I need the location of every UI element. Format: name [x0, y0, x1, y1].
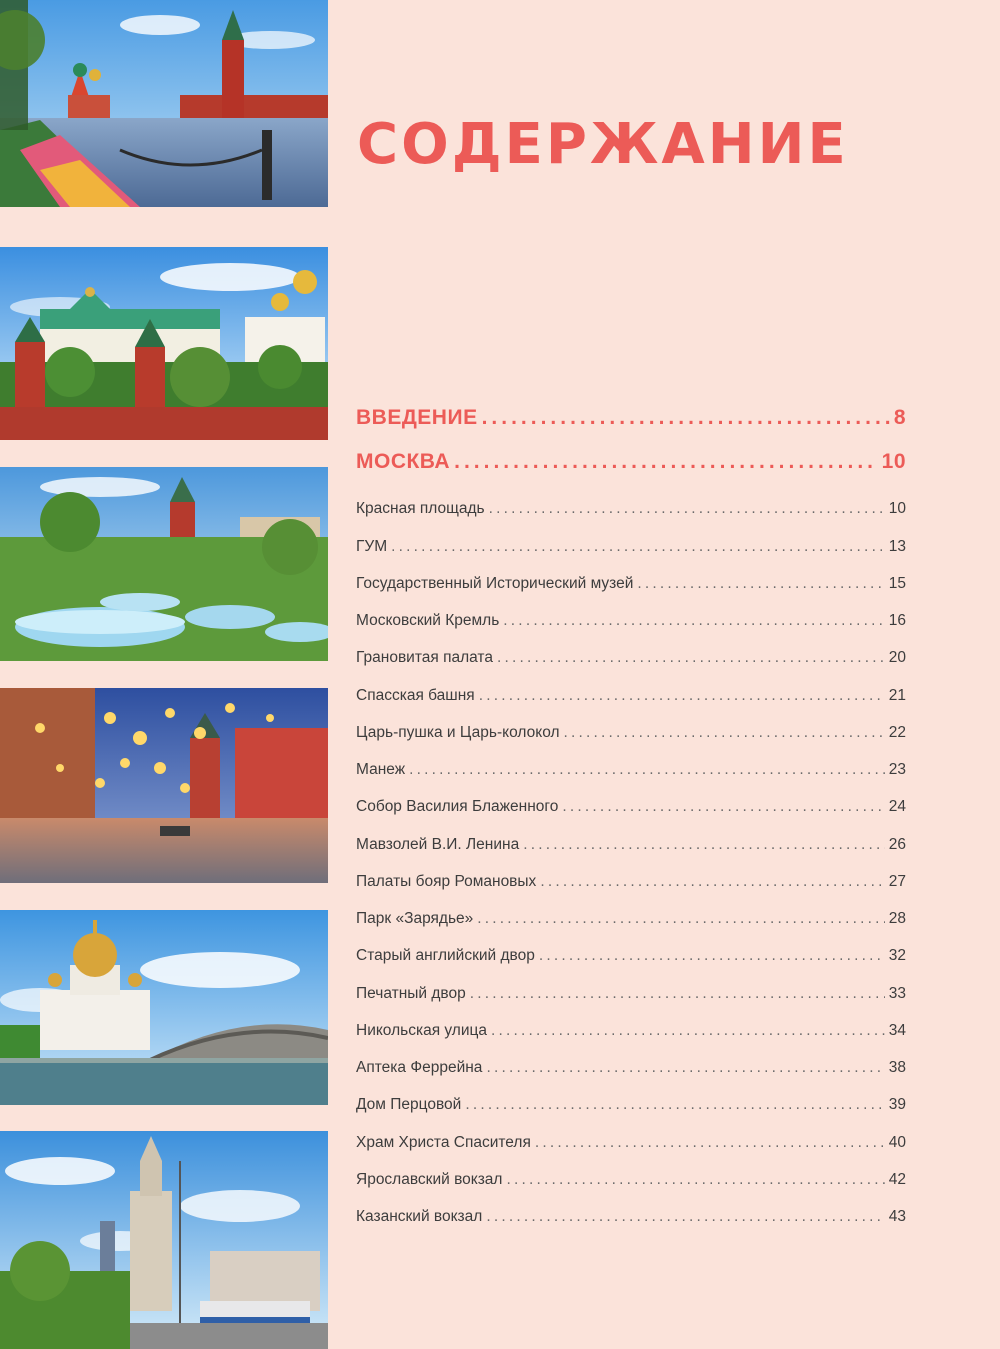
toc-item-page: 27: [888, 873, 906, 890]
zaryadye-park-photo: [0, 467, 328, 661]
toc-leader-dots: [503, 612, 884, 630]
toc-item: [356, 761, 906, 779]
toc-item-page: 15: [888, 575, 906, 592]
toc-item-label: Парк «Зарядье»: [356, 910, 474, 927]
toc-leader-dots: [477, 910, 884, 928]
toc-item: [356, 612, 906, 630]
toc-leader-dots: [479, 687, 885, 705]
toc-item-label: Старый английский двор: [356, 947, 535, 964]
toc-item: [356, 1022, 906, 1040]
page-title: СОДЕРЖАНИЕ: [357, 112, 849, 177]
toc-item: [356, 724, 906, 742]
toc-item: [356, 985, 906, 1003]
toc-item-label: Мавзолей В.И. Ленина: [356, 836, 520, 853]
toc-leader-dots: [637, 575, 884, 593]
festive-street-photo: [0, 688, 328, 883]
toc-item-label: Печатный двор: [356, 985, 466, 1002]
toc-item: [356, 1096, 906, 1114]
toc-item: [356, 1134, 906, 1152]
toc-item: [356, 687, 906, 705]
toc-item: [356, 500, 906, 518]
toc-item: [356, 649, 906, 667]
toc-leader-dots: [409, 761, 885, 779]
toc-leader-dots: [564, 724, 885, 742]
toc-leader-dots: [506, 1171, 884, 1189]
toc-item-page: 43: [888, 1208, 906, 1225]
toc-item: [356, 947, 906, 965]
photo-column: [0, 0, 328, 1349]
toc-item-page: 10: [888, 500, 906, 517]
toc-item: [356, 836, 906, 854]
red-square-photo: [0, 0, 328, 207]
toc-item-page: 32: [888, 947, 906, 964]
toc-item: [356, 1059, 906, 1077]
toc-item-label: Царь-пушка и Царь-колокол: [356, 724, 560, 741]
toc-item-label: Грановитая палата: [356, 649, 493, 666]
toc-item-page: 40: [888, 1134, 906, 1151]
toc-leader-dots: [539, 947, 885, 965]
toc-leader-dots: [482, 406, 890, 430]
toc-item: [356, 1171, 906, 1189]
leningradskaya-hotel-photo: [0, 1131, 328, 1349]
toc-section-label: ВВЕДЕНИЕ: [356, 406, 478, 429]
toc-section-moscow: [356, 450, 906, 474]
toc-item-label: Палаты бояр Романовых: [356, 873, 537, 890]
toc-section-introduction: [356, 406, 906, 430]
toc-leader-dots: [523, 836, 885, 854]
toc-leader-dots: [540, 873, 884, 891]
toc-item-label: Никольская улица: [356, 1022, 488, 1039]
toc-item-page: 28: [888, 910, 906, 927]
toc-section-page: 10: [881, 450, 906, 473]
toc-item-page: 38: [888, 1059, 906, 1076]
cathedral-christ-savior-photo: [0, 910, 328, 1105]
kremlin-palace-photo: [0, 247, 328, 440]
toc-item-page: 21: [888, 687, 906, 704]
toc-leader-dots: [470, 985, 885, 1003]
toc-item-label: Московский Кремль: [356, 612, 500, 629]
toc-leader-dots: [391, 538, 885, 556]
toc-item-label: Дом Перцовой: [356, 1096, 462, 1113]
toc-leader-dots: [465, 1096, 884, 1114]
toc-item-page: 33: [888, 985, 906, 1002]
toc-item-label: Ярославский вокзал: [356, 1171, 503, 1188]
toc-item-label: Спасская башня: [356, 687, 475, 704]
toc-item-label: Манеж: [356, 761, 406, 778]
toc-item: [356, 910, 906, 928]
toc-leader-dots: [562, 798, 884, 816]
toc-leader-dots: [486, 1208, 884, 1226]
toc-leader-dots: [486, 1059, 884, 1077]
toc-item-label: Собор Василия Блаженного: [356, 798, 559, 815]
toc-section-page: 8: [893, 406, 906, 429]
toc-item-label: Красная площадь: [356, 500, 485, 517]
toc-item-page: 16: [888, 612, 906, 629]
toc-item-page: 26: [888, 836, 906, 853]
toc-item-page: 23: [888, 761, 906, 778]
toc-item: [356, 1208, 906, 1226]
toc-item: [356, 798, 906, 816]
toc-leader-dots: [489, 500, 885, 518]
toc-item-label: Казанский вокзал: [356, 1208, 483, 1225]
toc-item-page: 22: [888, 724, 906, 741]
toc-item-label: ГУМ: [356, 538, 388, 555]
toc-item-label: Аптека Феррейна: [356, 1059, 483, 1076]
toc-item-label: Храм Христа Спасителя: [356, 1134, 531, 1151]
toc-item-label: Государственный Исторический музей: [356, 575, 634, 592]
toc-item-page: 20: [888, 649, 906, 666]
toc-leader-dots: [491, 1022, 885, 1040]
toc-item: [356, 575, 906, 593]
toc-leader-dots: [454, 450, 878, 474]
toc-leader-dots: [535, 1134, 885, 1152]
toc-item-page: 42: [888, 1171, 906, 1188]
toc-section-label: МОСКВА: [356, 450, 451, 473]
toc-leader-dots: [497, 649, 885, 667]
toc-item-page: 39: [888, 1096, 906, 1113]
toc-item-page: 34: [888, 1022, 906, 1039]
toc-item-page: 13: [888, 538, 906, 555]
toc-item-page: 24: [888, 798, 906, 815]
toc-item: [356, 538, 906, 556]
toc-item: [356, 873, 906, 891]
